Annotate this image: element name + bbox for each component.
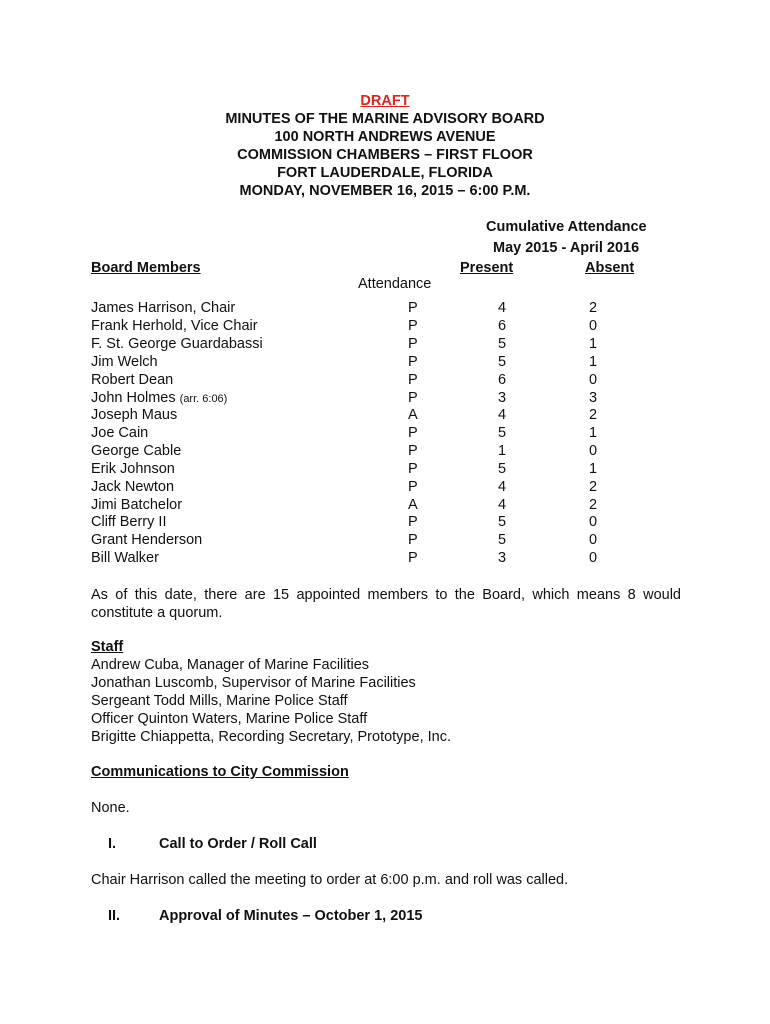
member-name: Robert Dean (91, 372, 174, 388)
member-absent-count: 0 (589, 514, 598, 530)
member-absent-count: 3 (589, 390, 598, 406)
member-present-count: 5 (498, 514, 507, 530)
draft-label: DRAFT (360, 93, 410, 109)
communications-text: None. (91, 800, 130, 816)
section-number: I. (108, 836, 117, 852)
member-present-count: 3 (498, 390, 507, 406)
section-title: Call to Order / Roll Call (159, 836, 317, 852)
title-line-4: FORT LAUDERDALE, FLORIDA (277, 165, 493, 181)
member-attendance: P (408, 336, 418, 352)
member-name: James Harrison, Chair (91, 300, 236, 316)
member-row (91, 390, 691, 408)
member-attendance: P (408, 372, 418, 388)
member-name: George Cable (91, 443, 182, 459)
member-attendance: P (408, 425, 418, 441)
member-name: Joseph Maus (91, 407, 178, 423)
member-row (91, 461, 691, 479)
member-absent-count: 0 (589, 532, 598, 548)
member-name: Frank Herhold, Vice Chair (91, 318, 258, 334)
member-row (91, 300, 691, 318)
section-number: II. (108, 908, 121, 924)
absent-heading: Absent (585, 260, 635, 276)
member-absent-count: 1 (589, 461, 598, 477)
member-row (91, 372, 691, 390)
member-absent-count: 1 (589, 354, 598, 370)
member-attendance: P (408, 461, 418, 477)
member-row (91, 443, 691, 461)
member-attendance: P (408, 300, 418, 316)
member-row (91, 550, 691, 568)
member-row (91, 532, 691, 550)
member-absent-count: 1 (589, 425, 598, 441)
member-present-count: 4 (498, 497, 507, 513)
member-row (91, 336, 691, 354)
title-line-5: MONDAY, NOVEMBER 16, 2015 – 6:00 P.M. (239, 183, 531, 199)
member-present-count: 3 (498, 550, 507, 566)
member-attendance: P (408, 443, 418, 459)
section-title: Approval of Minutes – October 1, 2015 (159, 908, 423, 924)
member-name: Joe Cain (91, 425, 149, 441)
member-absent-count: 0 (589, 372, 598, 388)
communications-heading: Communications to City Commission (91, 764, 349, 780)
member-present-count: 5 (498, 425, 507, 441)
member-row (91, 318, 691, 336)
member-present-count: 5 (498, 336, 507, 352)
member-attendance: A (408, 407, 418, 423)
title-line-2: 100 NORTH ANDREWS AVENUE (274, 129, 496, 145)
member-attendance: P (408, 532, 418, 548)
member-name: Grant Henderson (91, 532, 203, 548)
member-attendance: P (408, 318, 418, 334)
attendance-heading: Attendance (358, 276, 432, 292)
staff-member: Jonathan Luscomb, Supervisor of Marine Facilities (91, 675, 416, 691)
member-absent-count: 0 (589, 318, 598, 334)
member-present-count: 1 (498, 443, 507, 459)
member-absent-count: 0 (589, 443, 598, 459)
member-attendance: P (408, 390, 418, 406)
attendance-period: May 2015 - April 2016 (493, 240, 640, 256)
member-present-count: 6 (498, 318, 507, 334)
member-absent-count: 2 (589, 407, 598, 423)
member-name: Bill Walker (91, 550, 159, 566)
member-name: Cliff Berry II (91, 514, 167, 530)
member-attendance: P (408, 479, 418, 495)
staff-member: Sergeant Todd Mills, Marine Police Staff (91, 693, 348, 709)
member-present-count: 6 (498, 372, 507, 388)
staff-member: Andrew Cuba, Manager of Marine Facilities (91, 657, 370, 673)
member-row (91, 354, 691, 372)
member-present-count: 5 (498, 461, 507, 477)
member-name: Erik Johnson (91, 461, 175, 477)
member-attendance: A (408, 497, 418, 513)
member-present-count: 5 (498, 354, 507, 370)
quorum-paragraph: As of this date, there are 15 appointed members to the Board, which means 8 would constitute a quorum. (91, 587, 681, 621)
staff-member: Brigitte Chiappetta, Recording Secretary, Prototype, Inc. (91, 729, 451, 745)
cumulative-attendance-title: Cumulative Attendance (486, 219, 647, 235)
member-name-with-note (91, 390, 227, 406)
member-absent-count: 2 (589, 497, 598, 513)
member-attendance: P (408, 514, 418, 530)
member-attendance: P (408, 354, 418, 370)
title-line-3: COMMISSION CHAMBERS – FIRST FLOOR (237, 147, 533, 163)
member-present-count: 5 (498, 532, 507, 548)
title-line-1: MINUTES OF THE MARINE ADVISORY BOARD (225, 111, 545, 127)
member-row (91, 514, 691, 532)
present-heading: Present (460, 260, 514, 276)
member-row (91, 407, 691, 425)
member-row (91, 497, 691, 515)
member-attendance: P (408, 550, 418, 566)
member-name: John Holmes (91, 390, 176, 406)
section-text: Chair Harrison called the meeting to order at 6:00 p.m. and roll was called. (91, 872, 569, 888)
staff-heading: Staff (91, 639, 124, 655)
member-present-count: 4 (498, 300, 507, 316)
member-row (91, 425, 691, 443)
member-name: F. St. George Guardabassi (91, 336, 263, 352)
member-arrival-note: (arr. 6:06) (179, 393, 228, 405)
member-absent-count: 1 (589, 336, 598, 352)
member-name: Jim Welch (91, 354, 158, 370)
member-name: Jimi Batchelor (91, 497, 183, 513)
member-name: Jack Newton (91, 479, 175, 495)
member-absent-count: 2 (589, 300, 598, 316)
member-present-count: 4 (498, 407, 507, 423)
member-absent-count: 0 (589, 550, 598, 566)
member-absent-count: 2 (589, 479, 598, 495)
staff-member: Officer Quinton Waters, Marine Police Staff (91, 711, 368, 727)
member-present-count: 4 (498, 479, 507, 495)
member-row (91, 479, 691, 497)
board-members-heading: Board Members (91, 260, 201, 276)
